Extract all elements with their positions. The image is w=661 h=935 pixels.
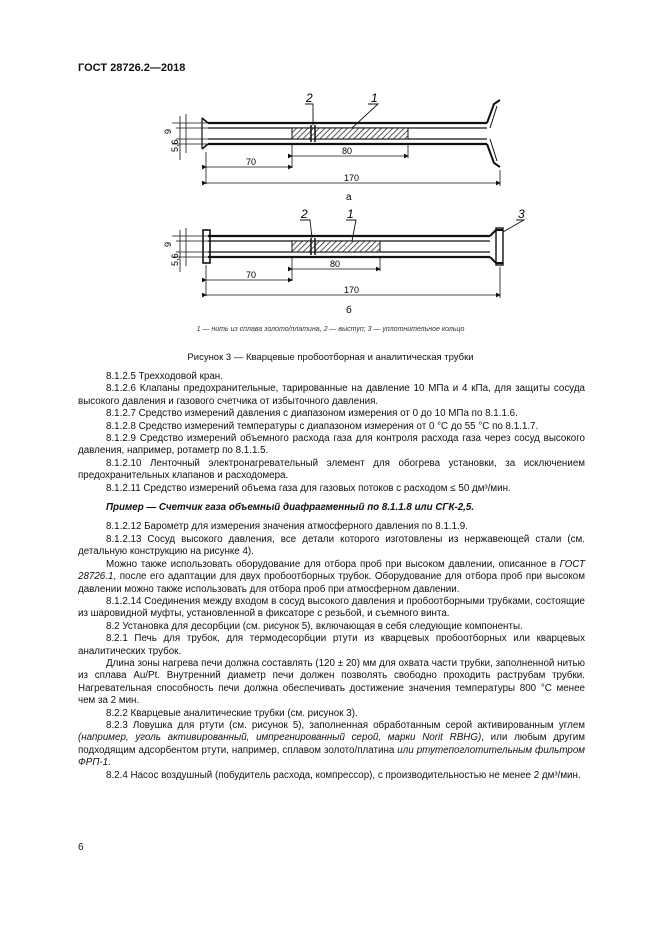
text-span: . <box>108 757 111 769</box>
text-span: 8.2.3 Ловушка для ртути (см. рисунок 5), заполненная обработанным серой активированным углем <box>106 719 585 731</box>
dim-9-a: 9 <box>163 128 173 134</box>
paragraph-mercury-trap <box>78 720 585 770</box>
text-span-italic: или ртутепоглотительным фильтром ФРП-1 <box>78 744 585 769</box>
sublabel-b: б <box>346 305 352 316</box>
paragraph: 8.1.2.13 Сосуд высокого давления, все детали которого изготовлены из нержавеющей стали (см. детальную конструкцию на рисунке 4). <box>78 533 585 558</box>
page-number: 6 <box>78 842 84 853</box>
callout-1-b: 1 <box>347 207 354 221</box>
figure-3-drawing <box>0 0 661 330</box>
paragraph: 8.1.2.12 Барометр для измерения значения атмосферного давления по 8.1.1.9. <box>106 521 468 533</box>
paragraph: 8.1.2.8 Средство измерений температуры с диапазоном измерения от 0 °С до 55 °С по 8.1.1.7. <box>106 420 539 432</box>
dim-9-b: 9 <box>163 241 173 247</box>
paragraph-gost-reference <box>78 559 585 596</box>
dim-80-b: 80 <box>330 259 341 269</box>
paragraph: 8.1.2.6 Клапаны предохранительные, тарированные на давление 10 МПа и 4 кПа, для защиты сосуда высокого давления и газового счетчика от избыточного давления. <box>78 383 585 407</box>
paragraph: Длина зоны нагрева печи должна составлять (120 ± 20) мм для охвата части трубки, заполненной нитью из сплава Au/Pt. Внутренний диаметр печи должен позволять свободно проходить раструбам трубки. Нагревательная способность печи должна обеспечивать достижение значения температуры 800 °С менее чем за 2 мин. <box>78 657 585 707</box>
dim-170-b: 170 <box>344 285 360 295</box>
dim-70-a: 70 <box>246 157 257 167</box>
paragraph: 8.1.2.5 Трехходовой кран. <box>106 371 223 382</box>
dim-5-6-b: 5,6 <box>170 253 180 266</box>
text-span: , после его адаптации для двух пробоотборных трубок. Оборудование для отбора проб при высоком давлении можно также использовать для отбора проб при атмосферном давлении. <box>78 571 585 595</box>
dim-70-b: 70 <box>246 270 257 280</box>
paragraph: 8.1.2.9 Средство измерений объемного расхода газа для контроля расхода газа через сосуд высокого давления, например, ротаметр по 8.1.1.5. <box>78 433 585 457</box>
example-note: Пример — Счетчик газа объемный диафрагменный по 8.1.1.8 или СГК-2,5. <box>106 502 475 514</box>
gold-platinum-thread-b <box>292 241 380 252</box>
callout-1-a: 1 <box>371 91 378 105</box>
paragraph: 8.2.2 Кварцевые аналитические трубки (см. рисунок 3). <box>106 707 358 719</box>
paragraph: 8.2 Установка для десорбции (см. рисунок 5), включающая в себя следующие компоненты. <box>106 620 523 632</box>
dim-80-a: 80 <box>342 146 353 156</box>
text-span: , или любым другим подходящим адсорбентом ртути, например, сплавом золото/платина <box>78 732 585 756</box>
dim-170-a: 170 <box>344 173 360 183</box>
paragraph: 8.2.1 Печь для трубок, для термодесорбции ртути из кварцевых пробоотборных или кварцевых аналитических трубок. <box>78 633 585 657</box>
paragraph: 8.1.2.10 Ленточный электронагревательный элемент для обогрева установки, за исключением предохранительных клапанов и расходомера. <box>78 457 585 482</box>
document-header: ГОСТ 28726.2—2018 <box>78 62 186 74</box>
callout-2-a: 2 <box>306 91 313 105</box>
sublabel-a: а <box>346 192 352 203</box>
text-span-italic: (например, уголь активированный, импрегнированный серой, марки Norit RBHG) <box>78 732 482 744</box>
paragraph: 8.1.2.7 Средство измерений давления с диапазоном измерения от 0 до 10 МПа по 8.1.1.6. <box>106 408 518 420</box>
text-span: Можно также использовать оборудование для отбора проб при высоком давлении, описанное в <box>106 558 560 570</box>
paragraph: 8.2.4 Насос воздушный (побудитель расхода, компрессор), с производительностью не менее 2 дм³/мин. <box>106 769 581 781</box>
callout-3-b: 3 <box>518 207 525 221</box>
gold-platinum-thread-a <box>292 128 408 139</box>
paragraph: 8.1.2.11 Средство измерений объема газа для газовых потоков с расходом ≤ 50 дм³/мин. <box>106 482 511 494</box>
dim-5-6-a: 5,6 <box>170 139 180 152</box>
paragraph: 8.1.2.14 Соединения между входом в сосуд высокого давления и пробоотборными трубками, состоящие из шаровидной муфты, установленной в фиксаторе с резьбой, и съемного винта. <box>78 595 585 620</box>
gost-reference-link: ГОСТ 28726.1 <box>78 558 585 583</box>
callout-2-b: 2 <box>301 207 308 221</box>
figure-caption: Рисунок 3 — Кварцевые пробоотборная и аналитическая трубки <box>187 352 474 363</box>
figure-legend: 1 — нить из сплава золото/платина, 2 — выступ; 3 — уплотнительное кольцо <box>196 326 465 333</box>
document-body <box>78 371 585 782</box>
